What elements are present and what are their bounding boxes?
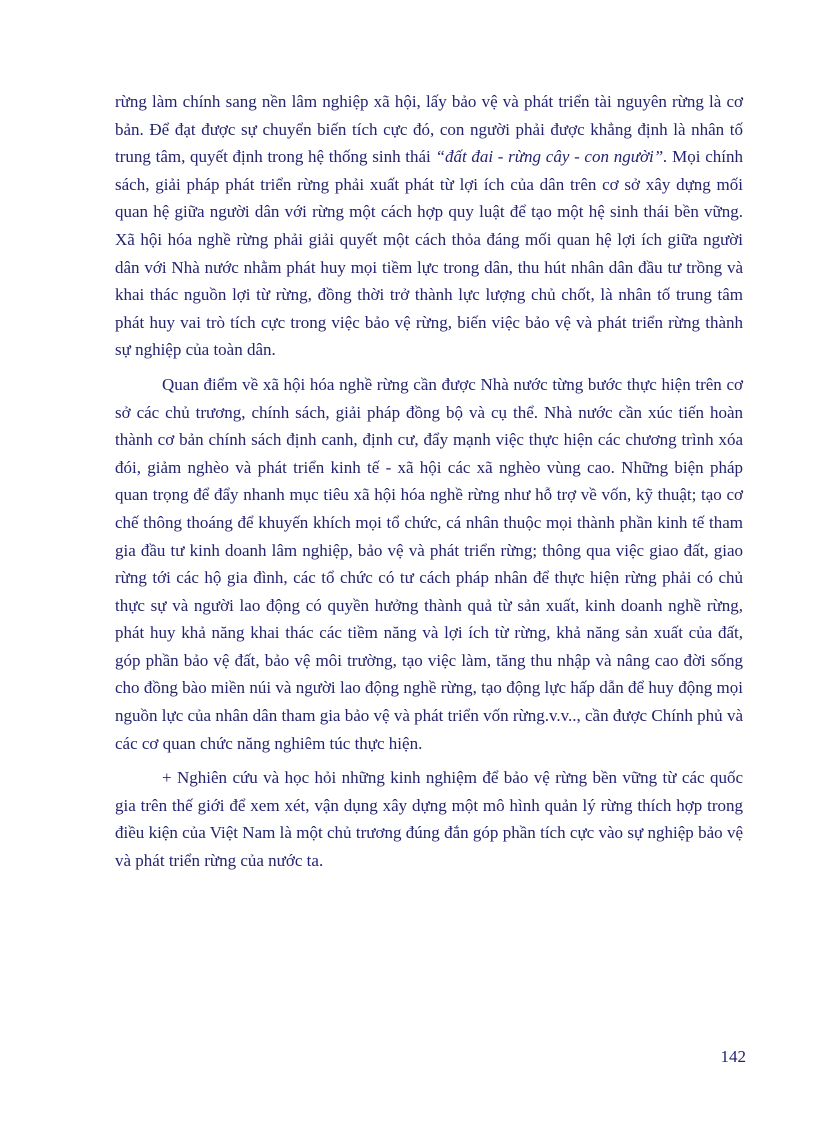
text-run: Quan điểm về xã hội hóa nghề rừng cần được Nhà nước từng bước thực hiện trên cơ sở các chủ trương, chính sách, giải pháp đồng bộ và cụ thể. Nhà nước cần xúc tiến hoàn thành cơ bản chính sách định canh, định cư, đẩy mạnh việc thực hiện các chương trình xóa đói, giảm nghèo và phát triển kinh tế - xã hội các xã nghèo vùng cao. Những biện pháp quan trọng để đẩy nhanh mục tiêu xã hội hóa nghề rừng như hỗ trợ về vốn, kỹ thuật; tạo cơ chế thông thoáng để khuyến khích mọi tổ chức, cá nhân thuộc mọi thành phần kinh tế tham gia đầu tư kinh doanh lâm nghiệp, bảo vệ và phát triển rừng; thông qua việc giao đất, giao rừng tới các hộ gia đình, các tổ chức có tư cách pháp nhân để thực hiện rừng phải có chủ thực sự và người lao động có quyền hưởng thành quả từ sản xuất, kinh doanh nghề rừng, phát huy khả năng khai thác các tiềm năng và lợi ích từ rừng, khả năng sản xuất của đất, góp phần bảo vệ đất, bảo vệ môi trường, tạo việc làm, tăng thu nhập và nâng cao đời sống cho đồng bào miền núi và người lao động nghề rừng, tạo động lực hấp dẫn để huy động mọi nguồn lực của nhân dân tham gia bảo vệ và phát triển vốn rừng.v.v.., cần được Chính phủ và các cơ quan chức năng nghiêm túc thực hiện. (115, 374, 743, 753)
paragraph (115, 371, 743, 757)
paragraph (115, 764, 743, 874)
text-run: + Nghiên cứu và học hỏi những kinh nghiệm để bảo vệ rừng bền vững từ các quốc gia trên thế giới để xem xét, vận dụng xây dựng một mô hình quản lý rừng thích hợp trong điều kiện của Việt Nam là một chủ trương đúng đắn góp phần tích cực vào sự nghiệp bảo vệ và phát triển rừng của nước ta. (115, 768, 743, 871)
document-body (115, 88, 743, 875)
italic-text-run: “đất đai - rừng cây - con người”. (435, 147, 668, 167)
page-number: 142 (720, 1047, 746, 1066)
text-run: rừng làm chính sang nền lâm nghiệp xã hội, lấy bảo vệ và phát triển tài nguyên rừng là cơ bản. Để đạt được sự chuyển biến tích cực đó, con người phải được khẳng định là nhân tố trung tâm, quyết định trong hệ thống sinh thái (115, 92, 743, 167)
paragraph (115, 88, 743, 364)
text-run: Mọi chính sách, giải pháp phát triển rừng phải xuất phát từ lợi ích của dân trên cơ sở xây dựng mối quan hệ giữa người dân với rừng một cách hợp quy luật để tạo một hệ sinh thái bền vững. Xã hội hóa nghề rừng phải giải quyết một cách thỏa đáng mối quan hệ lợi ích giữa người dân với Nhà nước nhằm phát huy mọi tiềm lực trong dân, thu hút nhân dân đầu tư trồng và khai thác nguồn lợi từ rừng, đồng thời trở thành lực lượng chủ chốt, là nhân tố trung tâm phát huy vai trò tích cực trong việc bảo vệ rừng, biến việc bảo vệ và phát triển rừng thành sự nghiệp của toàn dân. (115, 147, 743, 360)
